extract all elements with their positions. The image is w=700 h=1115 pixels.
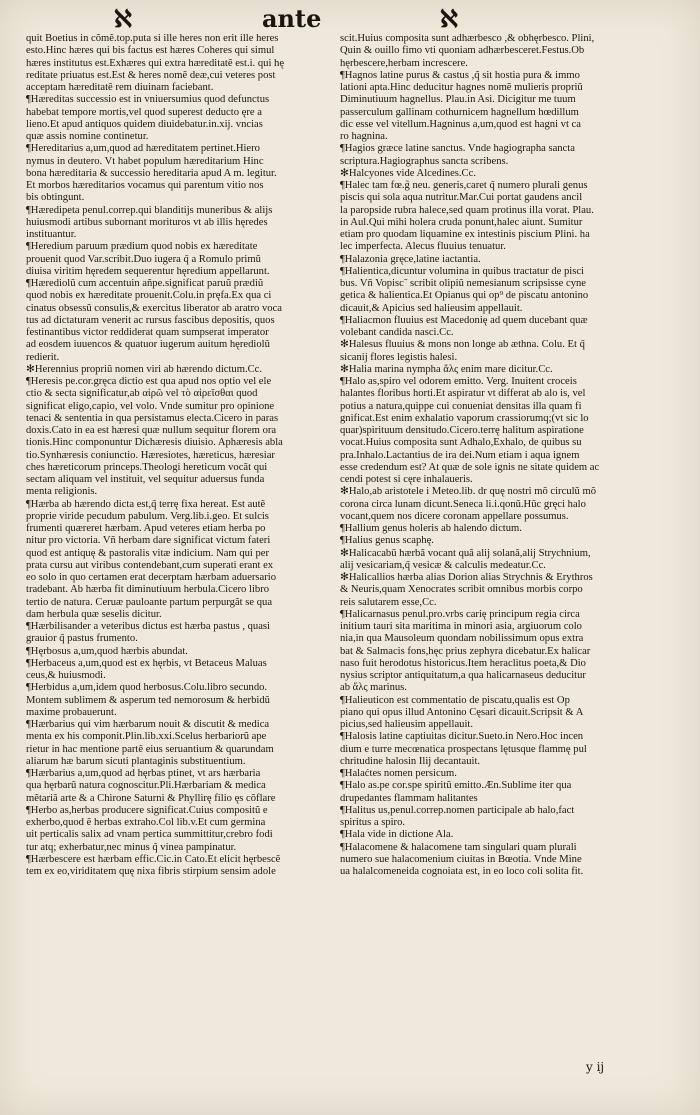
text-line: grauior q̃ pastus frumento.	[26, 633, 138, 645]
text-line: qua hęrbarũ natura cognoscitur.Pli.Hærbariam & medica	[26, 780, 266, 792]
signature-mark: y ij	[586, 1060, 605, 1074]
text-line: bis obtingunt.	[26, 192, 85, 204]
text-line: & Neuris,quam Xenocrates scribit omnibus morbis corpo	[340, 584, 583, 596]
text-line: ¶Hagios græce latine sanctus. Vnde hagiographa sancta	[340, 143, 575, 155]
text-line: cendi potest si cęre inhalaueris.	[340, 474, 473, 485]
text-line: esse credendum est? At quæ de sole ignis ne sitate quidem ac	[340, 461, 600, 473]
text-line: ¶Herbo as,herbas producere significat.Cuius compositũ e	[26, 804, 268, 816]
text-line: rietur in hac mentione partẽ eius seruantium & quarundam	[26, 743, 274, 755]
text-line: tradebant. Ab hærba fit diminutiuum herbula.Cicero libro	[26, 584, 270, 596]
text-line: piscis qui sola aqua nutritur.Mar.Cui portat gaudens ancil	[340, 192, 583, 204]
text-line: ¶Hagnos latine purus & castus ,q̃ sit hostia pura & immo	[340, 69, 580, 81]
text-line: habebat tempore mortis,vel quod superest deducto ęre a	[26, 106, 262, 118]
text-line: ¶Hærbilisander a veteribus dictus est hærba pastus , quasi	[26, 621, 270, 632]
text-line: esto.Hinc hæres qui bis factus est hæres Coheres qui simul	[26, 45, 275, 57]
text-line: cinatus obsessũ consulis,& exercitus liberator ab aratro voca	[26, 302, 282, 314]
text-line: tio.Synhæresis coniunctio. Hæresiotes, hæreticus, hæresiar	[26, 449, 275, 461]
text-line: ¶Halius genus scaphę.	[340, 535, 434, 547]
text-line: ad eosdem iuuencos & quatuor iugerum auitum hęrediolũ	[26, 339, 270, 351]
text-line: ua halalcomeneida cognoiata est, in eo loco coli solita fit.	[340, 866, 584, 877]
text-line: aliarum hæ barum sicuti plantaginis substituentium.	[26, 755, 246, 767]
text-line: vocat.Huius composita sunt Adhalo,Exhalo, de quibus su	[340, 437, 582, 449]
text-line: prouenit quod Var.scribit.Duo iugera q̃ a Romulo primũ	[26, 253, 261, 265]
text-line: nysius scriptor antiquitatum,a qua halicarnaseus deducitur	[340, 670, 586, 681]
text-line: in Aul.Qui mihi holera cruda ponunt,halec aiunt. Sumitur	[340, 216, 583, 228]
text-line: diuisa viritim hęredem sequerentur hęredium appellarunt.	[26, 265, 270, 277]
text-line: getica & halientica.Et Opianus qui op⁹ de piscatu antonino	[340, 290, 589, 302]
text-line: ¶Halazonia gręce,latine iactantia.	[340, 253, 481, 265]
text-line: hæres institutus est.Exhæres qui extra hæreditatẽ est.i. qui hę	[26, 57, 285, 69]
text-line: ¶Halicarnasus penul.pro.vrbs carię principum regia circa	[340, 608, 580, 620]
text-line: spiritus a spiro.	[340, 817, 406, 828]
text-line: instituantur.	[26, 229, 77, 240]
text-line: ¶Herbidus a,um,idem quod herbosus.Colu.libro secundo.	[26, 682, 268, 694]
text-line: tertio de natura. Ceruæ pauloante partum perpurgãt se qua	[26, 596, 273, 608]
text-line: dam herbula quæ seselis dicitur.	[26, 608, 162, 620]
text-line: scriptura.Hagiographus sancta scribens.	[340, 155, 509, 167]
text-line: reis salutarem esse,Cc.	[340, 596, 437, 608]
text-line: ¶Halacomene & halacomene tam singulari quam plurali	[340, 841, 577, 853]
running-head-right: ℵ	[440, 4, 458, 33]
text-line: menta ex his componit.Plin.lib.xxi.Scelus herbariorũ ape	[26, 731, 267, 743]
running-head-left: ℵ	[114, 4, 132, 33]
text-line: nia,in qua Mausoleum quondam nobilissimum opus extra	[340, 633, 584, 645]
text-line: doxis.Cato in ea est hæresi quæ nullum sequitur florem ora	[26, 425, 277, 436]
text-line: ✻Halicacabũ hærbã vocant quã alij solanã,alij Strychnium,	[340, 547, 591, 559]
text-line: nitur pro victoria. Vñ herbam dare significat victum fateri	[26, 535, 271, 547]
text-line: gnificat.Est enim exhalatio vaporum crassiorumq;(vt sic lo	[340, 412, 589, 424]
text-line: ¶Halec tam fœ.g̃ neu. generis,caret q̃ numero plurali genus	[340, 180, 588, 191]
text-line: ¶Hæredítas successio est in vniuersumius quod defunctus	[26, 94, 270, 106]
text-line: dicauit,& Apicius sed halieusim appellauit.	[340, 302, 523, 314]
text-line: exherbo,quod ẽ herbas extraho.Col lib.v.Et cum germina	[26, 817, 266, 828]
text-line: ¶Halosis latine captiuitas dicitur.Sueto.in Nero.Hoc incen	[340, 731, 584, 743]
text-line: quæ assis nomine continetur.	[26, 131, 149, 142]
text-line: vocant,quem nos dicere coronam appellare possumus.	[340, 510, 569, 522]
text-line: quod nobis ex hæreditate prouenit.Colu.in pręfa.Ex qua ci	[26, 290, 272, 302]
text-line: ab ἅλς marinus.	[340, 682, 407, 694]
text-line: ¶Heredium paruum prædium quod nobis ex hæreditate	[26, 241, 258, 253]
text-line: ¶Halaćtes nomen persicum.	[340, 768, 457, 779]
running-head-center: ante	[262, 4, 322, 33]
text-line: frumenti quæreret hærbam. Apud veteres etiam herba po	[26, 523, 266, 534]
left-column	[26, 33, 322, 1073]
text-line: ¶Hereditarius a,um,quod ad hæreditatem pertinet.Hiero	[26, 143, 260, 155]
text-line: ¶Hala vide in dictione Ala.	[340, 829, 454, 841]
text-line: ctio & secta significatur,ab αἱρῶ vel τὸ αἱρεῖσθαι quod	[26, 388, 258, 400]
text-line: passerculum gallinam cothurnicem hagnellum hœdillum	[340, 106, 579, 118]
text-line: ¶Halo as,spiro vel odorem emitto. Verg. Inuitent croceis	[340, 376, 577, 387]
text-line: la paropside rubra halece,sed quam protinus illa vorat. Plau.	[340, 204, 594, 216]
text-line: drupedantes flammam halitantes	[340, 792, 478, 804]
text-line: picius,sed halieusim appellauit.	[340, 719, 473, 730]
text-line: nymus in deutero. Vt habet populum hæreditarium Hinc	[26, 155, 264, 167]
text-line: ¶Halientica,dicuntur volumina in quibus tractatur de pisci	[340, 265, 584, 277]
text-line: ¶Hærbarius qui vim hærbarum nouit & discutit & medica	[26, 719, 270, 730]
text-line: ¶Hæredipeta penul.correp.qui blanditijs muneribus & alijs	[26, 204, 273, 216]
text-line: ¶Hærbarius a,um,quod ad hęrbas ptinet, vt ars hærbaria	[26, 768, 261, 779]
text-line: mẽtariã arte & a Chirone Saturni & Phyllirę filio ęs cõflare	[26, 792, 276, 804]
text-line: huiusmodi artibus subornant morituros vt ab illis hęredes	[26, 216, 268, 228]
text-line: lieno.Et apud antiquos quidem diuidebatur.in.xij. vncias	[26, 118, 263, 130]
text-line: ¶Heresis pe.cor.gręca dictio est qua apud nos optio vel ele	[26, 376, 272, 387]
text-line: ✻Halicallios hærba alias Dorion alias Strychnis & Erythros	[340, 572, 593, 583]
text-line: sectam aliquam vel instituit, vel sequitur aduersus funda	[26, 474, 265, 485]
text-line: eo solo in quo certamen erat decerptam hærbam aduersario	[26, 572, 277, 583]
text-line: ✻Halcyones vide Alcedines.Cc.	[340, 167, 476, 179]
text-line: chritudine halosin Ilij decantauit.	[340, 755, 481, 767]
text-line: ro hagnina.	[340, 131, 388, 142]
text-line: ✻Herennius propriũ nomen viri ab hærendo dictum.Cc.	[26, 363, 263, 375]
text-line: tenaci & sententia in qua persistamus electa.Cicero in paras	[26, 412, 279, 424]
text-line: naso fuit herodotus historicus.Item heraclitus poeta,& Dio	[340, 657, 586, 669]
text-line: ¶Haliacmon fluuius est Macedonię ad quem ducebant quæ	[340, 314, 588, 326]
text-line: quar)spirituum densitudo.Cicero.terrę halitum aspiratione	[340, 425, 584, 436]
text-line: dic esse vel vitellum.Hagninus a,um,quod est hagni vt ca	[340, 118, 581, 130]
text-line: ¶Hallium genus holeris ab halendo dictum.	[340, 523, 522, 534]
text-line: ¶Herbaceus a,um,quod est ex hęrbis, vt Betaceus Maluas	[26, 657, 267, 669]
text-line: potius a natura,quippe cui conueniat densitas illa quam fi	[340, 400, 582, 412]
bleed-through-text	[6, 6, 11, 29]
text-line: pra.Inhalo.Lactantius de ira dei.Num etiam i aqua ignem	[340, 449, 580, 461]
text-line: hęrbescere,herbam increscere.	[340, 57, 468, 69]
text-line: initium tauri sita maritima in minori asia, argiuorum colo	[340, 621, 582, 632]
text-line: proprie viride pecudum pabulum. Verg.lib.i.geo. Et sulcis	[26, 510, 269, 522]
text-line: etiam pro quodam liquamine ex intestinis piscium Plini. ha	[340, 229, 590, 240]
text-line: ¶Halo as.pe cor.spe spiritũ emitto.Æn.Sublime iter qua	[340, 780, 572, 792]
text-line: ✻Halesus fluuius & mons non longe ab æthna. Colu. Et q̃	[340, 339, 585, 351]
text-line: numero sue halacomenium ciuitas in Bœotia. Vnde Mine	[340, 853, 582, 865]
text-line: acceptam hæreditatẽ rem diuinam faciebant.	[26, 82, 214, 93]
text-line: lec imperfecta. Alecus fluuius tenuatur.	[340, 241, 506, 253]
text-line: uit perticalis salix ad vnam pertica summittitur,crebro fodi	[26, 829, 273, 841]
text-line: scit.Huius composita sunt adhærbesco ,& obhęrbesco. Plini,	[340, 33, 595, 44]
text-line: tus ad dictaturam venerit ac rursus fascibus depositis, quos	[26, 314, 275, 326]
text-line: maxime probauerunt.	[26, 706, 117, 718]
text-line: quod est antiquę & pastoralis vitæ indicium. Nam qui per	[26, 547, 270, 559]
text-line: ches hæreticorum princeps.Theologi hereticum vocãt qui	[26, 461, 268, 473]
text-line: Quin & ouillo fimo vti quoniam adhærbesceret.Festus.Ob	[340, 45, 585, 57]
text-line: bona hæreditaria & successio hereditaria apud A m. legitur.	[26, 167, 277, 179]
text-line: redierit.	[26, 351, 60, 363]
text-line: ¶Hærbescere est hærbam effic.Cic.in Cato.Et elicit hęrbescẽ	[26, 853, 281, 865]
text-line: ceus,& huiusmodi.	[26, 670, 106, 681]
text-line: quit Boetius in cõmẽ.top.puta si ille heres non erit ille heres	[26, 33, 279, 44]
text-line: ✻Halo,ab aristotele i Meteo.lib. dr quę nostri mõ circulũ mõ	[340, 486, 597, 498]
text-line: ¶Halieuticon est commentatio de piscatu,qualis est Op	[340, 694, 570, 706]
text-line: volebant candida nasci.Cc.	[340, 327, 454, 338]
text-line: festinantibus victor reddiderat quam sumpserat imperator	[26, 327, 269, 338]
running-head	[0, 2, 700, 32]
text-line: bat & Salmacis fons,hęc prius zephyra dicebatur.Ex halicar	[340, 645, 591, 657]
text-line: Diminutiuum hagnellus. Plau.in Asi. Dicigitur me tuum	[340, 94, 576, 106]
text-line: prata cursu aut viribus contendebant,cum superati erant ex	[26, 559, 274, 571]
text-line: ¶Hærediolũ cum accentuin añpe.significat paruũ prædiũ	[26, 278, 264, 289]
text-line: ¶Halitus us,penul.correp.nomen participale ab halo,fact	[340, 804, 575, 816]
text-line: tionis.Hinc componuntur Dichæresis diuisio. Aphæresis abla	[26, 437, 283, 449]
text-line: corona circa lunam dicunt.Seneca li.i.qonũ.Hũc gręci halo	[340, 498, 586, 510]
text-line: piano qui opus illud Antonino Cęsari dicauit.Scripsit & A	[340, 706, 584, 718]
text-line: tem ex eo,viriditatem quę nixa fibris stirpium sensim adole	[26, 866, 276, 877]
text-line: menta religionis.	[26, 486, 98, 498]
text-line: alij vesicariam,q̃ vesicæ & calculis medeatur.Cc.	[340, 559, 546, 571]
text-line: ¶Hęrbosus a,um,quod hærbis abundat.	[26, 645, 188, 657]
text-line: sicanij flores legistis halesi.	[340, 351, 458, 363]
text-line: lationi apta.Hinc deducitur hagnes nomẽ mulieris propriũ	[340, 82, 583, 93]
text-line: ¶Hærba ab hærendo dicta est,q̃ terrę fixa hereat. Est autẽ	[26, 498, 266, 510]
text-line: Montem sublimem & asperum ted nemorosum & herbidũ	[26, 694, 270, 706]
text-line: significat eligo,capio, vel volo. Vnde sumitur pro opinione	[26, 400, 275, 412]
right-column	[340, 33, 642, 1073]
text-line: tur atq; exherbatur,nec minus q̃ vinea pampinatur.	[26, 841, 237, 853]
text-line: reditate priuatus est.Est & heres nomẽ deæ,cui veteres post	[26, 69, 276, 81]
text-line: Et morbos hæreditarios vocamus qui parentum vitio nos	[26, 180, 264, 191]
text-line: ✻Halia marina nympha ἅλς enim mare dicitur.Cc.	[340, 363, 553, 375]
text-line: bus. Vñ Vopisc˜ scribit olipiũ nemesianum scripsisse cyne	[340, 278, 586, 289]
text-line: dium e turre mecœnatica prospectans lętusque flammę pul	[340, 743, 587, 755]
text-line: halantes floribus horti.Et aspiratur vt differat ab alo is, vel	[340, 388, 586, 400]
